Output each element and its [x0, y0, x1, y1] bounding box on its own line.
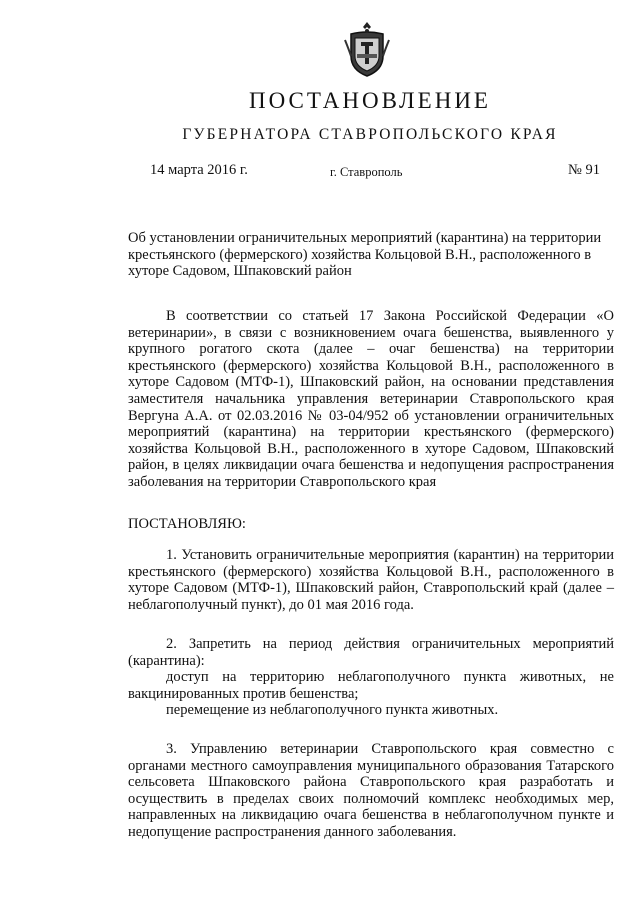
document-heading: Об установлении ограничительных мероприятий (карантина) на территории крестьянского (фермерского) хозяйства Кольцовой В.Н., расположенного в хуторе Садовом, Шпаковский район	[128, 230, 602, 280]
item-3-paragraph: 3. Управлению ветеринарии Ставропольского края совместно с органами местного самоуправления муниципального образования Татарского сельсовета Шпаковского района Ставропольского края разработать и осуществить в пределах своих полномочий комплекс необходимых мер, направленных на ликвидацию очага бешенства в неблагополучном пункте и недопущение распространения данного заболевания.	[128, 741, 614, 840]
item-2-subitem-a: доступ на территорию неблагополучного пункта животных, не вакцинированных против бешенства;	[128, 669, 614, 702]
coat-of-arms-emblem	[343, 20, 391, 78]
item-2-subitem-b: перемещение из неблагополучного пункта животных.	[166, 702, 499, 719]
document-city: г. Ставрополь	[330, 165, 403, 179]
document-date: 14 марта 2016 г.	[150, 162, 248, 178]
document-number: № 91	[568, 162, 600, 178]
item-2-block	[128, 636, 614, 719]
document-title: ПОСТАНОВЛЕНИЕ	[249, 88, 491, 113]
document-subtitle: ГУБЕРНАТОРА СТАВРОПОЛЬСКОГО КРАЯ	[182, 126, 558, 143]
item-1-paragraph: 1. Установить ограничительные мероприятия (карантин) на территории крестьянского (фермерского) хозяйства Кольцовой В.Н., расположенного в хуторе Садовом (МТФ-1), Шпаковский район, Ставропольский край (далее – неблагополучный пункт), до 01 мая 2016 года.	[128, 547, 614, 613]
preamble-paragraph: В соответствии со статьей 17 Закона Российской Федерации «О ветеринарии», в связи с возникновением очага бешенства, выявленного у крупного рогатого скота (далее – очаг бешенства) на территории крестьянского (фермерского) хозяйства Кольцовой В.Н., расположенного в хуторе Садовом (МТФ-1), Шпаковский район, на основании представления заместителя начальника управления ветеринарии Ставропольского края Вергуна А.А. от 02.03.2016 № 03-04/952 об установлении ограничительных мероприятий (карантина) на территории крестьянского (фермерского) хозяйства Кольцовой В.Н., расположенного в хуторе Садовом, Шпаковский район, в целях ликвидации очага бешенства и недопущения распространения заболевания на территории Ставропольского края	[128, 308, 614, 490]
decree-label: ПОСТАНОВЛЯЮ:	[128, 516, 246, 532]
item-2-paragraph: 2. Запретить на период действия ограничительных мероприятий (карантина):	[128, 636, 614, 669]
